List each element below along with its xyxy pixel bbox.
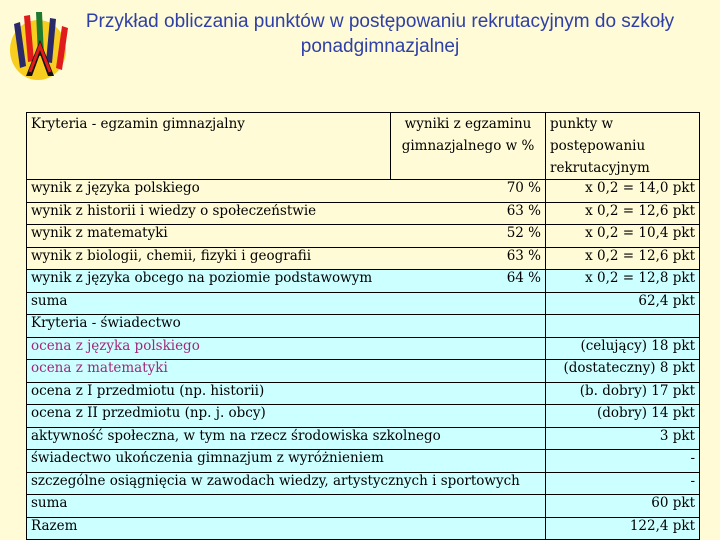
table-row (27, 495, 700, 518)
table-row (27, 247, 700, 270)
exam-row-points: x 0,2 = 12,6 pkt (546, 202, 700, 225)
exam-sum-label: suma (27, 292, 546, 315)
table-row (27, 270, 700, 293)
certificate-row-value: (celujący) 18 pkt (546, 337, 700, 360)
table-row (27, 180, 700, 203)
exam-row-points: x 0,2 = 14,0 pkt (546, 180, 700, 203)
exam-row-label: wynik z matematyki (27, 225, 391, 248)
certificate-row-value: - (546, 472, 700, 495)
exam-row-label: wynik z historii i wiedzy o społeczeństwie (27, 202, 391, 225)
certificate-row-value: 3 pkt (546, 427, 700, 450)
exam-row-points: x 0,2 = 12,8 pkt (546, 270, 700, 293)
exam-row-label: wynik z języka polskiego (27, 180, 391, 203)
table-row (27, 382, 700, 405)
exam-row-percent: 63 % (391, 247, 546, 270)
table-row (27, 315, 700, 338)
table-row (27, 427, 700, 450)
certificate-row-label: ocena z I przedmiotu (np. historii) (27, 382, 546, 405)
exam-row-label: wynik z biologii, chemii, fizyki i geografii (27, 247, 391, 270)
exam-row-percent: 63 % (391, 202, 546, 225)
certificate-row-value: (dobry) 14 pkt (546, 405, 700, 428)
total-label: Razem (27, 517, 546, 540)
exam-results-header: wyniki z egzaminu gimnazjalnego w % (391, 113, 546, 180)
table-row (27, 472, 700, 495)
exam-row-percent: 64 % (391, 270, 546, 293)
exam-row-label: wynik z języka obcego na poziomie podstawowym (27, 270, 391, 293)
exam-row-percent: 70 % (391, 180, 546, 203)
certificate-row-value: (b. dobry) 17 pkt (546, 382, 700, 405)
certificate-row-label: świadectwo ukończenia gimnazjum z wyróżnieniem (27, 450, 546, 473)
total-value: 122,4 pkt (546, 517, 700, 540)
table-row (27, 517, 700, 540)
school-logo-icon (6, 6, 78, 82)
exam-row-points: x 0,2 = 12,6 pkt (546, 247, 700, 270)
certificate-row-label: aktywność społeczna, w tym na rzecz środowiska szkolnego (27, 427, 546, 450)
certificate-row-value: - (546, 450, 700, 473)
exam-row-points: x 0,2 = 10,4 pkt (546, 225, 700, 248)
page-title: Przykład obliczania punktów w postępowaniu rekrutacyjnym do szkoły ponadgimnazjalnej (85, 11, 675, 57)
certificate-row-label: ocena z matematyki (27, 360, 546, 383)
exam-sum-value: 62,4 pkt (546, 292, 700, 315)
points-table (26, 112, 700, 540)
certificate-row-label: szczególne osiągnięcia w zawodach wiedzy, artystycznych i sportowych (27, 472, 546, 495)
table-row (27, 202, 700, 225)
exam-criteria-header: Kryteria - egzamin gimnazjalny (27, 113, 391, 180)
certificate-row-value: (dostateczny) 8 pkt (546, 360, 700, 383)
certificate-criteria-header: Kryteria - świadectwo (27, 315, 546, 338)
exam-row-percent: 52 % (391, 225, 546, 248)
certificate-sum-value: 60 pkt (546, 495, 700, 518)
certificate-row-label: ocena z II przedmiotu (np. j. obcy) (27, 405, 546, 428)
table-row (27, 337, 700, 360)
table-row (27, 450, 700, 473)
certificate-row-label: ocena z języka polskiego (27, 337, 546, 360)
table-row (27, 292, 700, 315)
table-row (27, 405, 700, 428)
certificate-sum-label: suma (27, 495, 546, 518)
table-row (27, 360, 700, 383)
exam-points-header: punkty w postępowaniu rekrutacyjnym (546, 113, 700, 180)
table-row (27, 225, 700, 248)
